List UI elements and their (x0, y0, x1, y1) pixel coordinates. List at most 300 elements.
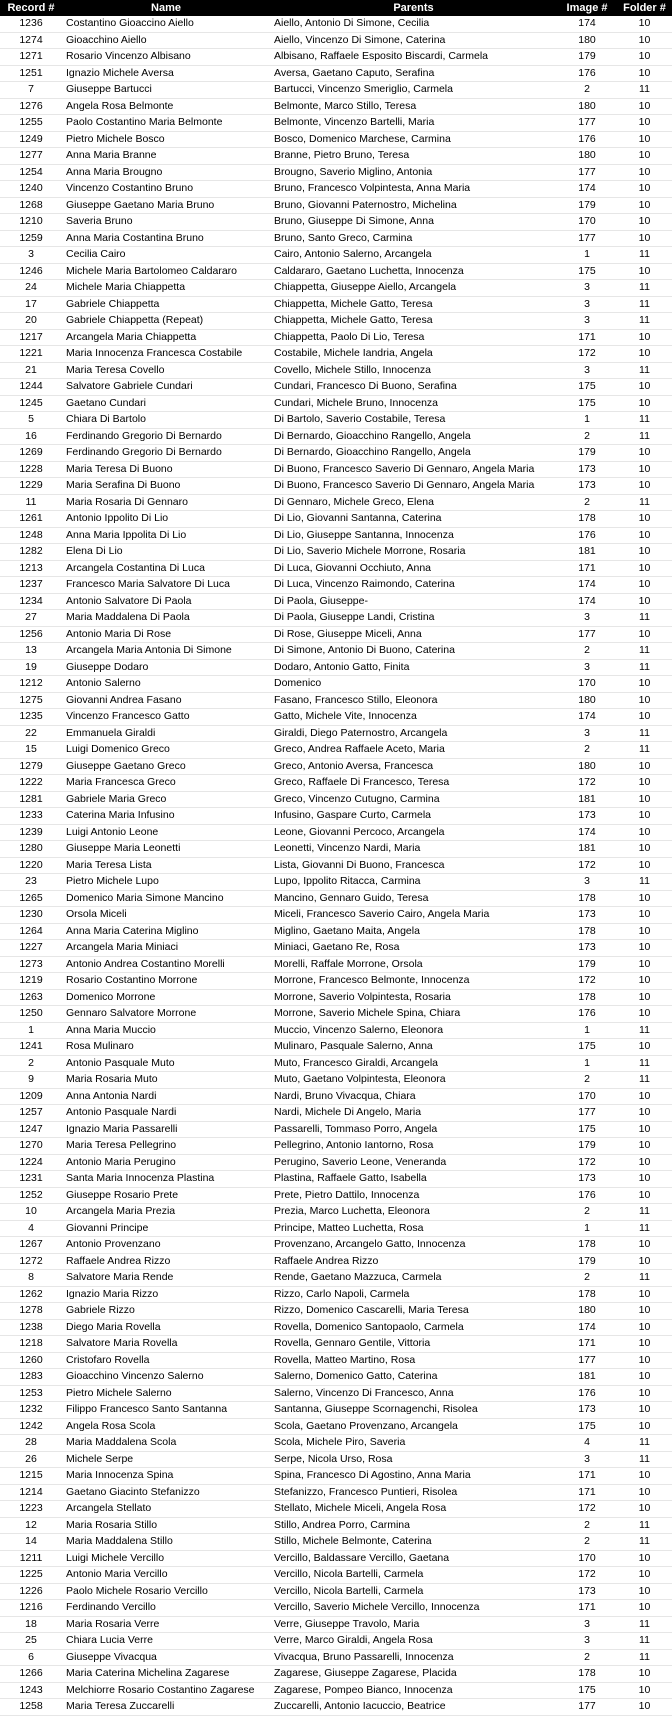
cell-parents: Di Buono, Francesco Saverio Di Gennaro, Angela Maria (270, 461, 557, 478)
table-row (0, 1517, 672, 1534)
cell-parents: Vivacqua, Bruno Passarelli, Innocenza (270, 1649, 557, 1666)
cell-record: 1275 (0, 692, 62, 709)
cell-folder: 10 (617, 709, 672, 726)
cell-folder: 10 (617, 940, 672, 957)
table-row (0, 296, 672, 313)
cell-parents: Giraldi, Diego Paternostro, Arcangela (270, 725, 557, 742)
cell-image: 176 (557, 1187, 617, 1204)
cell-name: Saveria Bruno (62, 214, 270, 231)
cell-record: 1273 (0, 956, 62, 973)
table-row (0, 1550, 672, 1567)
cell-folder: 11 (617, 428, 672, 445)
cell-record: 1217 (0, 329, 62, 346)
cell-name: Luigi Antonio Leone (62, 824, 270, 841)
cell-parents: Bruno, Santo Greco, Carmina (270, 230, 557, 247)
cell-record: 5 (0, 412, 62, 429)
cell-image: 175 (557, 1682, 617, 1699)
cell-record: 1 (0, 1022, 62, 1039)
cell-record: 1253 (0, 1385, 62, 1402)
cell-image: 3 (557, 725, 617, 742)
cell-record: 1228 (0, 461, 62, 478)
cell-image: 172 (557, 1154, 617, 1171)
table-row (0, 1682, 672, 1699)
cell-parents: Gatto, Michele Vite, Innocenza (270, 709, 557, 726)
cell-image: 176 (557, 527, 617, 544)
cell-name: Maria Teresa Di Buono (62, 461, 270, 478)
cell-name: Arcangela Costantina Di Luca (62, 560, 270, 577)
cell-parents: Spina, Francesco Di Agostino, Anna Maria (270, 1468, 557, 1485)
cell-parents: Di Paola, Giuseppe Landi, Cristina (270, 610, 557, 627)
cell-image: 173 (557, 808, 617, 825)
table-row (0, 890, 672, 907)
cell-name: Antonio Provenzano (62, 1237, 270, 1254)
cell-image: 3 (557, 1616, 617, 1633)
cell-name: Anna Antonia Nardi (62, 1088, 270, 1105)
cell-record: 1234 (0, 593, 62, 610)
table-row (0, 1138, 672, 1155)
cell-record: 1235 (0, 709, 62, 726)
cell-name: Chiara Di Bartolo (62, 412, 270, 429)
cell-folder: 10 (617, 956, 672, 973)
cell-parents: Zagarese, Pompeo Bianco, Innocenza (270, 1682, 557, 1699)
table-row (0, 511, 672, 528)
table-row (0, 445, 672, 462)
table-row (0, 1220, 672, 1237)
cell-folder: 10 (617, 907, 672, 924)
cell-name: Pietro Michele Lupo (62, 874, 270, 891)
cell-folder: 11 (617, 1633, 672, 1650)
cell-folder: 10 (617, 544, 672, 561)
cell-folder: 10 (617, 1699, 672, 1716)
table-row (0, 1187, 672, 1204)
cell-parents: Stellato, Michele Miceli, Angela Rosa (270, 1501, 557, 1518)
cell-parents: Bruno, Giuseppe Di Simone, Anna (270, 214, 557, 231)
cell-name: Arcangela Maria Antonia Di Simone (62, 643, 270, 660)
cell-image: 173 (557, 1583, 617, 1600)
cell-folder: 10 (617, 1237, 672, 1254)
cell-name: Anna Maria Caterina Miglino (62, 923, 270, 940)
cell-name: Chiara Lucia Verre (62, 1633, 270, 1650)
cell-name: Ignazio Michele Aversa (62, 65, 270, 82)
cell-name: Ferdinando Gregorio Di Bernardo (62, 428, 270, 445)
cell-parents: Raffaele Andrea Rizzo (270, 1253, 557, 1270)
table-row (0, 989, 672, 1006)
cell-folder: 10 (617, 1468, 672, 1485)
cell-folder: 10 (617, 1666, 672, 1683)
cell-record: 1274 (0, 32, 62, 49)
cell-image: 174 (557, 593, 617, 610)
cell-folder: 10 (617, 593, 672, 610)
cell-record: 1223 (0, 1501, 62, 1518)
cell-folder: 10 (617, 115, 672, 132)
table-row (0, 923, 672, 940)
table-body (0, 16, 672, 1715)
table-row (0, 676, 672, 693)
cell-parents: Plastina, Raffaele Gatto, Isabella (270, 1171, 557, 1188)
table-row (0, 1468, 672, 1485)
cell-record: 1279 (0, 758, 62, 775)
cell-image: 179 (557, 445, 617, 462)
table-row (0, 329, 672, 346)
cell-name: Maria Maddalena Di Paola (62, 610, 270, 627)
cell-parents: Rende, Gaetano Mazzuca, Carmela (270, 1270, 557, 1287)
cell-record: 1227 (0, 940, 62, 957)
cell-parents: Di Gennaro, Michele Greco, Elena (270, 494, 557, 511)
cell-image: 174 (557, 824, 617, 841)
cell-folder: 10 (617, 527, 672, 544)
table-row (0, 1385, 672, 1402)
cell-name: Michele Maria Chiappetta (62, 280, 270, 297)
cell-record: 1278 (0, 1303, 62, 1320)
cell-parents: Dodaro, Antonio Gatto, Finita (270, 659, 557, 676)
cell-image: 1 (557, 1022, 617, 1039)
cell-parents: Fasano, Francesco Stillo, Eleonora (270, 692, 557, 709)
table-row (0, 65, 672, 82)
cell-record: 1210 (0, 214, 62, 231)
cell-image: 177 (557, 230, 617, 247)
cell-image: 174 (557, 16, 617, 32)
table-row (0, 560, 672, 577)
table-row (0, 593, 672, 610)
table-row (0, 1303, 672, 1320)
cell-image: 2 (557, 1204, 617, 1221)
table-row (0, 131, 672, 148)
cell-record: 1247 (0, 1121, 62, 1138)
cell-folder: 11 (617, 1072, 672, 1089)
table-row (0, 148, 672, 165)
cell-record: 20 (0, 313, 62, 330)
cell-folder: 10 (617, 1385, 672, 1402)
cell-name: Ferdinando Vercillo (62, 1600, 270, 1617)
cell-folder: 10 (617, 1039, 672, 1056)
cell-parents: Morrone, Saverio Volpintesta, Rosaria (270, 989, 557, 1006)
table-row (0, 907, 672, 924)
cell-folder: 10 (617, 1187, 672, 1204)
cell-folder: 10 (617, 890, 672, 907)
cell-folder: 11 (617, 874, 672, 891)
cell-name: Maria Caterina Michelina Zagarese (62, 1666, 270, 1683)
cell-record: 1283 (0, 1369, 62, 1386)
cell-record: 1212 (0, 676, 62, 693)
cell-image: 178 (557, 989, 617, 1006)
cell-record: 1239 (0, 824, 62, 841)
cell-parents: Greco, Raffaele Di Francesco, Teresa (270, 775, 557, 792)
cell-image: 180 (557, 692, 617, 709)
cell-parents: Vercillo, Nicola Bartelli, Carmela (270, 1567, 557, 1584)
cell-record: 1262 (0, 1286, 62, 1303)
cell-folder: 10 (617, 478, 672, 495)
header-image: Image # (557, 0, 617, 16)
cell-parents: Di Bernardo, Gioacchino Rangello, Angela (270, 445, 557, 462)
cell-name: Costantino Gioaccino Aiello (62, 16, 270, 32)
cell-record: 1255 (0, 115, 62, 132)
table-row (0, 263, 672, 280)
table-row (0, 197, 672, 214)
table-header (0, 0, 672, 16)
cell-parents: Rovella, Domenico Santopaolo, Carmela (270, 1319, 557, 1336)
cell-image: 170 (557, 676, 617, 693)
cell-name: Arcangela Maria Chiappetta (62, 329, 270, 346)
cell-parents: Morelli, Raffale Morrone, Orsola (270, 956, 557, 973)
table-row (0, 659, 672, 676)
cell-name: Antonio Salvatore Di Paola (62, 593, 270, 610)
cell-record: 1229 (0, 478, 62, 495)
table-row (0, 626, 672, 643)
cell-image: 181 (557, 791, 617, 808)
table-row (0, 758, 672, 775)
cell-parents: Infusino, Gaspare Curto, Carmela (270, 808, 557, 825)
cell-record: 1250 (0, 1006, 62, 1023)
cell-folder: 11 (617, 1055, 672, 1072)
cell-record: 1219 (0, 973, 62, 990)
cell-record: 1246 (0, 263, 62, 280)
cell-image: 171 (557, 1336, 617, 1353)
table-row (0, 313, 672, 330)
cell-parents: Stillo, Andrea Porro, Carmina (270, 1517, 557, 1534)
cell-folder: 10 (617, 395, 672, 412)
cell-name: Domenico Morrone (62, 989, 270, 1006)
cell-record: 4 (0, 1220, 62, 1237)
table-row (0, 1451, 672, 1468)
cell-parents: Salerno, Domenico Gatto, Caterina (270, 1369, 557, 1386)
cell-image: 1 (557, 247, 617, 264)
cell-parents: Bruno, Giovanni Paternostro, Michelina (270, 197, 557, 214)
cell-image: 4 (557, 1435, 617, 1452)
table-row (0, 1253, 672, 1270)
cell-image: 180 (557, 758, 617, 775)
cell-image: 175 (557, 1039, 617, 1056)
cell-record: 1272 (0, 1253, 62, 1270)
cell-name: Giuseppe Maria Leonetti (62, 841, 270, 858)
cell-parents: Di Bernardo, Gioacchino Rangello, Angela (270, 428, 557, 445)
cell-record: 17 (0, 296, 62, 313)
cell-parents: Belmonte, Marco Stillo, Teresa (270, 98, 557, 115)
cell-folder: 11 (617, 1534, 672, 1551)
cell-parents: Prezia, Marco Luchetta, Eleonora (270, 1204, 557, 1221)
cell-parents: Aiello, Antonio Di Simone, Cecilia (270, 16, 557, 32)
cell-image: 179 (557, 1253, 617, 1270)
cell-image: 3 (557, 280, 617, 297)
cell-name: Maria Teresa Zuccarelli (62, 1699, 270, 1716)
cell-name: Maria Innocenza Spina (62, 1468, 270, 1485)
cell-folder: 10 (617, 1006, 672, 1023)
table-row (0, 1352, 672, 1369)
cell-parents: Di Bartolo, Saverio Costabile, Teresa (270, 412, 557, 429)
table-row (0, 395, 672, 412)
cell-name: Giovanni Principe (62, 1220, 270, 1237)
cell-image: 170 (557, 1550, 617, 1567)
cell-name: Maria Teresa Lista (62, 857, 270, 874)
cell-record: 1264 (0, 923, 62, 940)
cell-name: Anna Maria Ippolita Di Lio (62, 527, 270, 544)
cell-record: 1236 (0, 16, 62, 32)
cell-parents: Belmonte, Vincenzo Bartelli, Maria (270, 115, 557, 132)
table-row (0, 1501, 672, 1518)
cell-record: 12 (0, 1517, 62, 1534)
cell-folder: 10 (617, 1286, 672, 1303)
cell-folder: 10 (617, 1088, 672, 1105)
cell-folder: 10 (617, 263, 672, 280)
cell-name: Antonio Pasquale Muto (62, 1055, 270, 1072)
cell-parents: Verre, Marco Giraldi, Angela Rosa (270, 1633, 557, 1650)
cell-name: Rosario Costantino Morrone (62, 973, 270, 990)
cell-parents: Di Lio, Giovanni Santanna, Caterina (270, 511, 557, 528)
cell-name: Michele Maria Bartolomeo Caldararo (62, 263, 270, 280)
cell-folder: 10 (617, 49, 672, 66)
cell-record: 1277 (0, 148, 62, 165)
cell-folder: 10 (617, 148, 672, 165)
table-row (0, 1435, 672, 1452)
cell-name: Giuseppe Rosario Prete (62, 1187, 270, 1204)
cell-folder: 10 (617, 1583, 672, 1600)
cell-image: 171 (557, 1600, 617, 1617)
cell-record: 1260 (0, 1352, 62, 1369)
cell-parents: Nardi, Bruno Vivacqua, Chiara (270, 1088, 557, 1105)
cell-image: 173 (557, 1171, 617, 1188)
cell-record: 1282 (0, 544, 62, 561)
cell-folder: 10 (617, 445, 672, 462)
table-row (0, 643, 672, 660)
cell-record: 1240 (0, 181, 62, 198)
cell-record: 1241 (0, 1039, 62, 1056)
cell-folder: 11 (617, 82, 672, 99)
cell-image: 179 (557, 1138, 617, 1155)
table-row (0, 346, 672, 363)
cell-name: Antonio Maria Perugino (62, 1154, 270, 1171)
cell-folder: 11 (617, 1451, 672, 1468)
cell-parents: Cundari, Michele Bruno, Innocenza (270, 395, 557, 412)
table-row (0, 742, 672, 759)
cell-parents: Zuccarelli, Antonio Iacuccio, Beatrice (270, 1699, 557, 1716)
cell-parents: Lista, Giovanni Di Buono, Francesca (270, 857, 557, 874)
header-name: Name (62, 0, 270, 16)
table-row (0, 1649, 672, 1666)
cell-parents: Scola, Michele Piro, Saveria (270, 1435, 557, 1452)
table-row (0, 49, 672, 66)
cell-folder: 11 (617, 742, 672, 759)
table-row (0, 478, 672, 495)
cell-folder: 10 (617, 1550, 672, 1567)
table-row (0, 247, 672, 264)
cell-folder: 10 (617, 808, 672, 825)
table-row (0, 1088, 672, 1105)
cell-name: Gabriele Rizzo (62, 1303, 270, 1320)
cell-record: 2 (0, 1055, 62, 1072)
cell-folder: 10 (617, 1600, 672, 1617)
cell-name: Raffaele Andrea Rizzo (62, 1253, 270, 1270)
cell-folder: 10 (617, 824, 672, 841)
cell-record: 1231 (0, 1171, 62, 1188)
cell-parents: Serpe, Nicola Urso, Rosa (270, 1451, 557, 1468)
cell-parents: Leone, Giovanni Percoco, Arcangela (270, 824, 557, 841)
cell-name: Cristofaro Rovella (62, 1352, 270, 1369)
table-row (0, 412, 672, 429)
cell-name: Angela Rosa Belmonte (62, 98, 270, 115)
cell-image: 1 (557, 1220, 617, 1237)
cell-record: 1251 (0, 65, 62, 82)
cell-name: Antonio Ippolito Di Lio (62, 511, 270, 528)
cell-parents: Di Paola, Giuseppe- (270, 593, 557, 610)
cell-parents: Branne, Pietro Bruno, Teresa (270, 148, 557, 165)
cell-record: 1256 (0, 626, 62, 643)
cell-name: Pietro Michele Bosco (62, 131, 270, 148)
cell-name: Maria Rosaria Verre (62, 1616, 270, 1633)
cell-parents: Miceli, Francesco Saverio Cairo, Angela Maria (270, 907, 557, 924)
cell-image: 171 (557, 560, 617, 577)
cell-record: 1218 (0, 1336, 62, 1353)
table-row (0, 1319, 672, 1336)
cell-parents: Greco, Andrea Raffaele Aceto, Maria (270, 742, 557, 759)
cell-parents: Morrone, Francesco Belmonte, Innocenza (270, 973, 557, 990)
cell-name: Arcangela Maria Prezia (62, 1204, 270, 1221)
cell-parents: Aiello, Vincenzo Di Simone, Caterina (270, 32, 557, 49)
cell-record: 1211 (0, 1550, 62, 1567)
table-row (0, 1567, 672, 1584)
cell-folder: 10 (617, 1369, 672, 1386)
cell-folder: 11 (617, 1220, 672, 1237)
cell-image: 175 (557, 379, 617, 396)
cell-image: 173 (557, 940, 617, 957)
cell-image: 2 (557, 82, 617, 99)
cell-image: 3 (557, 313, 617, 330)
table-row (0, 16, 672, 32)
table-row (0, 181, 672, 198)
cell-name: Giuseppe Gaetano Greco (62, 758, 270, 775)
cell-folder: 10 (617, 98, 672, 115)
cell-folder: 10 (617, 1121, 672, 1138)
cell-folder: 10 (617, 230, 672, 247)
cell-folder: 10 (617, 164, 672, 181)
cell-parents: Perugino, Saverio Leone, Veneranda (270, 1154, 557, 1171)
cell-parents: Chiappetta, Michele Gatto, Teresa (270, 313, 557, 330)
cell-record: 1252 (0, 1187, 62, 1204)
cell-parents: Chiappetta, Michele Gatto, Teresa (270, 296, 557, 313)
cell-record: 6 (0, 1649, 62, 1666)
table-row (0, 1171, 672, 1188)
cell-parents: Passarelli, Tommaso Porro, Angela (270, 1121, 557, 1138)
cell-folder: 10 (617, 1154, 672, 1171)
cell-parents: Bruno, Francesco Volpintesta, Anna Maria (270, 181, 557, 198)
table-row (0, 1418, 672, 1435)
cell-parents: Mancino, Gennaro Guido, Teresa (270, 890, 557, 907)
table-row (0, 1534, 672, 1551)
cell-record: 1244 (0, 379, 62, 396)
table-row (0, 544, 672, 561)
cell-record: 1215 (0, 1468, 62, 1485)
cell-image: 176 (557, 131, 617, 148)
cell-record: 1280 (0, 841, 62, 858)
cell-record: 1242 (0, 1418, 62, 1435)
cell-name: Paolo Michele Rosario Vercillo (62, 1583, 270, 1600)
table-row (0, 494, 672, 511)
cell-record: 1226 (0, 1583, 62, 1600)
cell-folder: 10 (617, 32, 672, 49)
table-row (0, 1072, 672, 1089)
cell-image: 180 (557, 32, 617, 49)
cell-parents: Miglino, Gaetano Maita, Angela (270, 923, 557, 940)
cell-name: Francesco Maria Salvatore Di Luca (62, 577, 270, 594)
cell-record: 3 (0, 247, 62, 264)
cell-image: 177 (557, 115, 617, 132)
cell-image: 3 (557, 362, 617, 379)
cell-name: Giovanni Andrea Fasano (62, 692, 270, 709)
cell-image: 2 (557, 1072, 617, 1089)
table-row (0, 1270, 672, 1287)
table-row (0, 956, 672, 973)
cell-folder: 10 (617, 1682, 672, 1699)
cell-folder: 10 (617, 626, 672, 643)
cell-name: Gabriele Chiappetta (Repeat) (62, 313, 270, 330)
